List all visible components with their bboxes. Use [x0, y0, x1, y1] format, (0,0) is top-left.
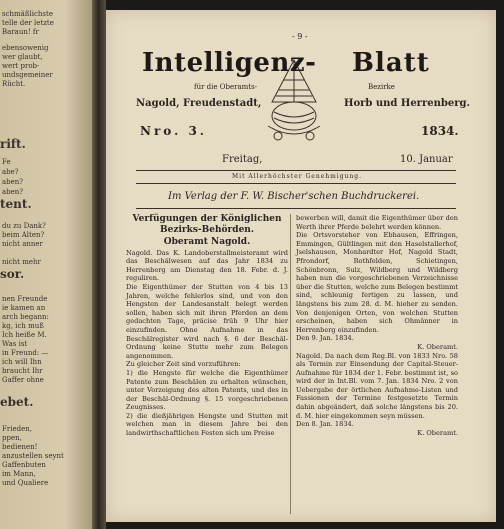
- left-page-line: Frieden,: [2, 425, 32, 433]
- left-heading-3: sor.: [0, 267, 25, 281]
- left-heading-2: tent.: [0, 197, 32, 211]
- left-page-line: beim Alten?: [2, 231, 45, 239]
- paragraph: Den 8. Jan. 1834.: [296, 420, 354, 429]
- left-page-line: Gaffenbuten: [2, 461, 46, 469]
- left-page-line: schmäßlichste: [2, 10, 53, 18]
- left-page-line: kg, ich muß: [2, 322, 44, 330]
- districts-right: Horb und Herrenberg.: [344, 98, 470, 109]
- page-number: - 9 -: [292, 32, 308, 41]
- left-page-line: Rücht.: [2, 80, 26, 88]
- article-column-left: [126, 214, 288, 438]
- left-page-line: abe?: [2, 168, 19, 176]
- paragraph: Nagold. Das K. Landoberstallmeisteramt wird das Beschälwesen auf das Jahr 1834 zu Herrenberg am Dienstag den 18. Febr. d. J. reguliren.: [126, 248, 288, 283]
- left-page-line: im Mann,: [2, 470, 36, 478]
- issue-weekday: Freitag,: [222, 154, 263, 165]
- left-page-line: Was ist: [2, 340, 28, 348]
- left-page-line: arch begann:: [2, 313, 49, 321]
- left-page-line: du zu Dank?: [2, 222, 46, 230]
- left-page-line: ich will Ihn: [2, 358, 42, 366]
- left-page-line: telle der letzte: [2, 19, 54, 27]
- paragraph: Die Ortsvorsteher von Ebhausen, Effringen, Emmingen, Gültlingen mit den Haselstallerhof, Jselshausen, Monhardter Hof, Nagold Stadt, Pfrondorf, Rothfelden, Schietingen, Schönbronn, Sulz, Wildberg und Wildberg haben nun die vorgeschriebenen Verzeichnisse über die Stutten, welche zum Belegen bestimmt sind, schleunig fertigen zu lassen, und längstens bis zum 28. d. M. hieher zu senden. Von denjenigen Orten, von welchen Stutten erscheinen, haben sich Ohmänner in Herrenberg einzufinden.: [296, 231, 458, 334]
- left-page-line: ebensowenig: [2, 44, 49, 52]
- left-page-line: braucht Ihr: [2, 367, 43, 375]
- left-facing-page: [0, 0, 92, 529]
- signature: K. Oberamt.: [417, 342, 458, 351]
- newspaper-page: [106, 10, 496, 522]
- districts-left: Nagold, Freudenstadt,: [136, 98, 262, 109]
- paragraph: Die Eigenthümer der Stutten von 4 bis 13 Jahren, welche fehlerlos sind, und von den Hengsten der Landesanstalt belegt werden sollen, haben sich mit ihren Pferden an dem gedachten Tage, präcise früh 9 Uhr hier einzufinden. Ohne Aufnahme in das Beschälregister wird nach §. 6 der Beschäl-Ordnung keine Stutte mehr zum Belegen angenommen.: [126, 282, 288, 360]
- left-page-line: aben?: [2, 178, 24, 186]
- left-page-line: nicht mehr: [2, 258, 41, 266]
- approval-line: Mit Allerhöchster Genehmigung.: [232, 173, 363, 180]
- signature: K. Oberamt.: [417, 428, 458, 437]
- issue-number: Nro. 3.: [140, 124, 207, 138]
- paragraph: 1) die Hengste für welche die Eigenthümer Patente zum Beschälen zu erhalten wünschen, unter Vorzeigung des alten Patents, und des in der Beschäl-Ordnung §. 15 vorgeschriebenen Zeugnisses.: [126, 368, 288, 412]
- left-page-line: nen Freunde: [2, 295, 48, 303]
- divider: [136, 183, 456, 184]
- left-page-line: Fe: [2, 158, 11, 166]
- paragraph: Den 9. Jan. 1834.: [296, 334, 354, 343]
- left-page-line: und Qualiere: [2, 479, 49, 487]
- left-page-line: Baraun! fr: [2, 28, 39, 36]
- left-page-line: wer glaubt,: [2, 53, 43, 61]
- left-heading-4: ebet.: [0, 395, 34, 409]
- subtitle-left: für die Oberamts-: [194, 83, 258, 91]
- left-page-line: Ich heiße M.: [2, 331, 47, 339]
- left-page-line: undsgemeiner: [2, 71, 53, 79]
- column-divider: [290, 214, 291, 514]
- left-page-line: aben?: [2, 188, 24, 196]
- title-right: Blatt: [352, 48, 430, 78]
- subtitle-right: Bezirke: [368, 83, 395, 91]
- left-page-line: wert prob-: [2, 62, 40, 70]
- left-page-line: Gaffer ohne: [2, 376, 44, 384]
- left-page-line: in Freund: —: [2, 349, 49, 357]
- left-page-line: ie kamen an: [2, 304, 46, 312]
- section-heading: Verfügungen der Königlichen Bezirks-Behörden.: [132, 214, 282, 235]
- paragraph: Zu gleicher Zeit sind vorzuführen:: [126, 360, 241, 369]
- office-heading: Oberamt Nagold.: [163, 237, 251, 247]
- paragraph: Nagold. Da nach dem Reg.Bl. von 1833 Nro. 58 als Termin zur Einsendung der Capital-Steuer-Aufnahme für 1834 der 1. Febr. bestimmt ist, so wird der in Int.Bl. vom 7. Jan. 1834 Nro. 2 von Uebergabe der örtlichen Aufnahme-Listen und Fassionen der Termine festgesetzte Termin dahin abgeändert, daß solche längstens bis 20. d. M. hier eingekommen seyn müssen.: [296, 351, 458, 420]
- issue-date: 10. Januar: [400, 154, 453, 165]
- page-fold: [92, 0, 106, 529]
- left-heading-1: rift.: [0, 137, 26, 151]
- paragraph: 2) die dießjährigen Hengste und Stutten mit welchen man in diesem Jahre bei den landwirthschaftlichen Festen sich um Preise: [126, 411, 288, 438]
- issue-year: 1834.: [421, 124, 459, 138]
- left-page-line: anzustellen seynt: [2, 452, 64, 460]
- left-page-line: nicht anner: [2, 240, 43, 248]
- divider: [136, 208, 456, 209]
- title-left: Intelligenz-: [142, 48, 317, 78]
- left-page-line: ppen,: [2, 434, 22, 442]
- left-page-line: bedienen!: [2, 443, 38, 451]
- publisher-line: Im Verlag der F. W. Bischer'schen Buchdruckerei.: [168, 191, 420, 202]
- article-column-right: [296, 214, 458, 437]
- paragraph: bewerben will, damit die Eigenthümer über den Werth ihrer Pferde belehrt werden können.: [296, 214, 458, 231]
- divider: [136, 170, 456, 171]
